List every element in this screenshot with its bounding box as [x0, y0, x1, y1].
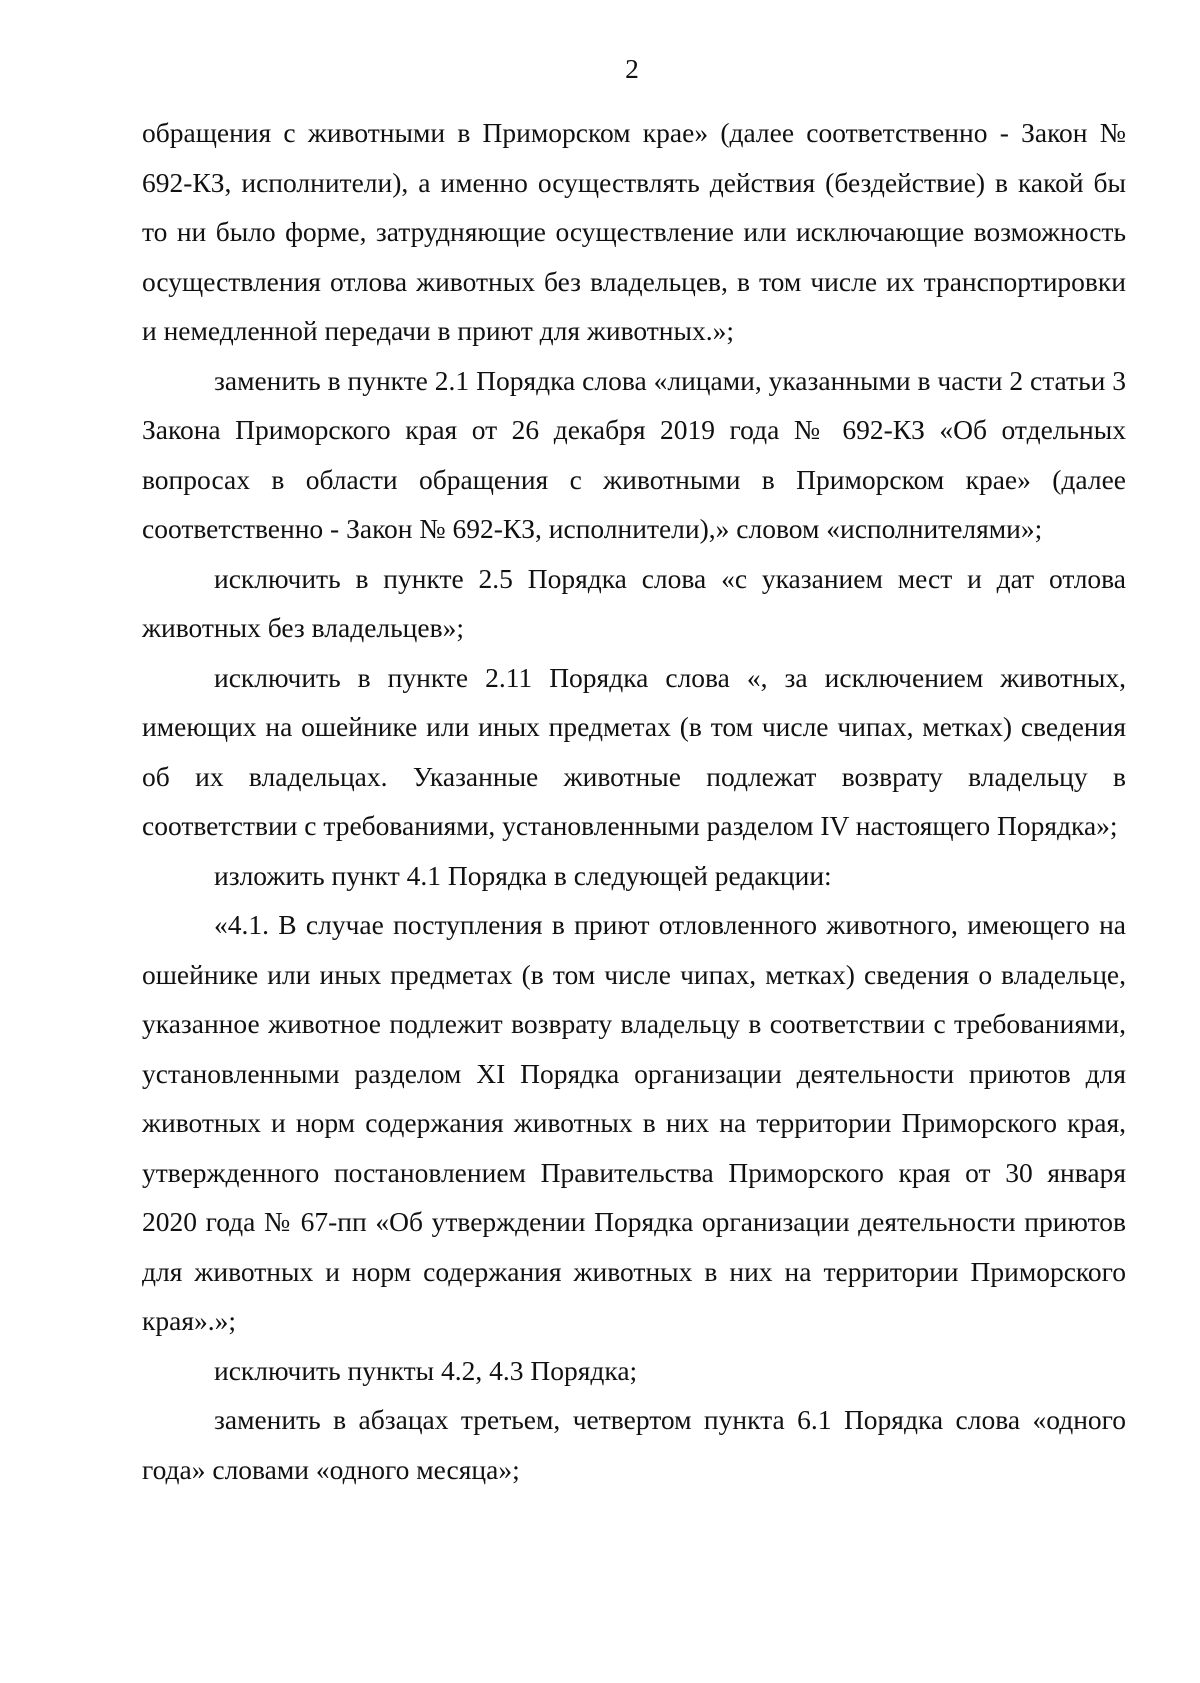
- paragraph-amend-2-1: заменить в пункте 2.1 Порядка слова «лицами, указанными в части 2 статьи 3 Закона Приморского края от 26 декабря 2019 года № 692-КЗ «Об отдельных вопросах в области обращения с животными в Приморском крае» (далее соответственно - Закон № 692-КЗ, исполнители),» словом «исполнителями»;: [142, 364, 1126, 544]
- page-number: 2: [625, 53, 639, 84]
- paragraph-exclude-4-2-4-3: исключить пункты 4.2, 4.3 Порядка;: [214, 1354, 638, 1386]
- paragraph-amend-2-5: исключить в пункте 2.5 Порядка слова «с указанием мест и дат отлова животных без владельцев»;: [142, 562, 1126, 643]
- paragraph-amend-2-11: исключить в пункте 2.11 Порядка слова «, за исключением животных, имеющих на ошейнике или иных предметах (в том числе чипах, метках) сведения об их владельцах. Указанные животные подлежат возврату владельцу в соответствии с требованиями, установленными разделом IV настоящего Порядка»;: [142, 661, 1126, 841]
- document-body: [142, 108, 1126, 1494]
- paragraph-amend-4-1-intro: изложить пункт 4.1 Порядка в следующей редакции:: [214, 859, 832, 891]
- paragraph-continuation: обращения с животными в Приморском крае» (далее соответственно - Закон № 692-КЗ, исполнители), а именно осуществлять действия (бездействие) в какой бы то ни было форме, затрудняющие осуществление или исключающие возможность осуществления отлова животных без владельцев, в том числе их транспортировки и немедленной передачи в приют для животных.»;: [142, 117, 1126, 346]
- paragraph-new-4-1: «4.1. В случае поступления в приют отловленного животного, имеющего на ошейнике или иных предметах (в том числе чипах, метках) сведения о владельце, указанное животное подлежит возврату владельцу в соответствии с требованиями, установленными разделом XI Порядка организации деятельности приютов для животных и норм содержания животных в них на территории Приморского края, утвержденного постановлением Правительства Приморского края от 30 января 2020 года № 67-пп «Об утверждении Порядка организации деятельности приютов для животных и норм содержания животных в них на территории Приморского края».»;: [142, 909, 1126, 1336]
- paragraph-amend-6-1: заменить в абзацах третьем, четвертом пункта 6.1 Порядка слова «одного года» словами «одного месяца»;: [142, 1404, 1126, 1485]
